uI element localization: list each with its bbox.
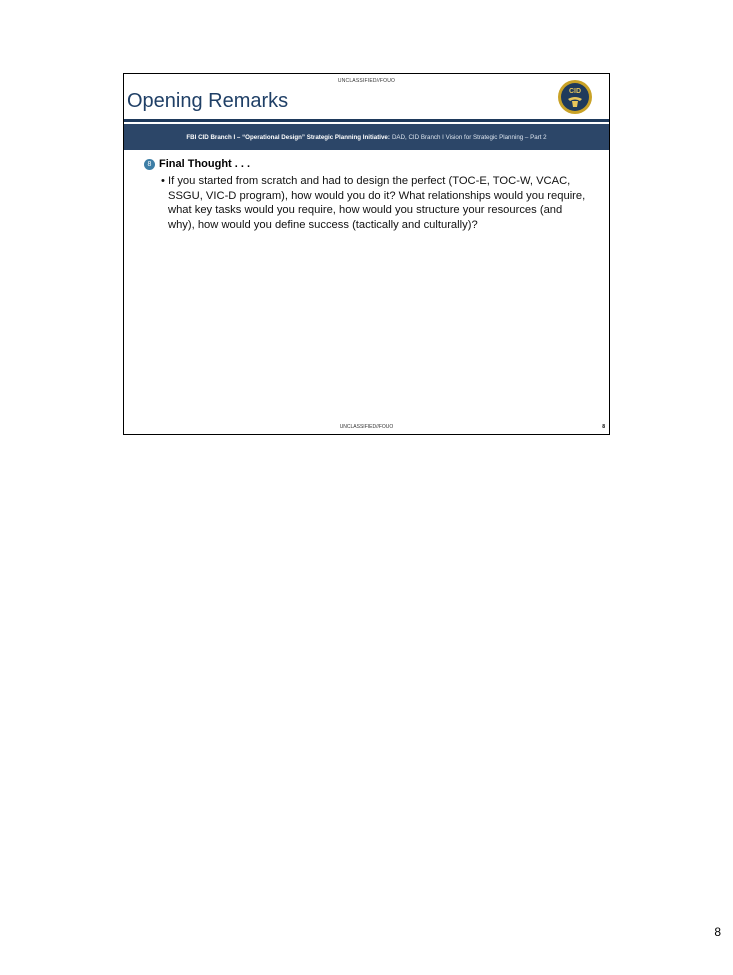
title-rule — [124, 119, 609, 122]
bullet-dot-icon: • — [161, 175, 165, 187]
item-title: Final Thought . . . — [159, 158, 251, 170]
header-banner — [124, 124, 609, 150]
bullet-content: If you started from scratch and had to design the perfect (TOC-E, TOC-W, VCAC, SSGU, VIC-D program), how would you do it? What relationships would you require, what key tasks would you require, how would you structure your resources (and why), how would you define success (tactically and culturally)? — [168, 175, 586, 231]
bullet-text — [161, 174, 588, 232]
banner-bold-text: FBI CID Branch I – “Operational Design” Strategic Planning Initiative: — [186, 133, 390, 141]
slide-title: Opening Remarks — [127, 90, 289, 112]
cid-seal-icon — [557, 79, 593, 115]
slide-number: 8 — [602, 424, 605, 430]
classification-footer: UNCLASSIFIED//FOUO — [339, 424, 394, 430]
page-number: 8 — [714, 925, 721, 939]
classification-header: UNCLASSIFIED//FOUO — [337, 78, 396, 84]
item-number-badge: 8 — [144, 159, 155, 170]
banner-subtext: DAD, CID Branch I Vision for Strategic Planning – Part 2 — [391, 133, 547, 141]
slide — [123, 73, 610, 435]
seal-text: CID — [568, 88, 582, 95]
